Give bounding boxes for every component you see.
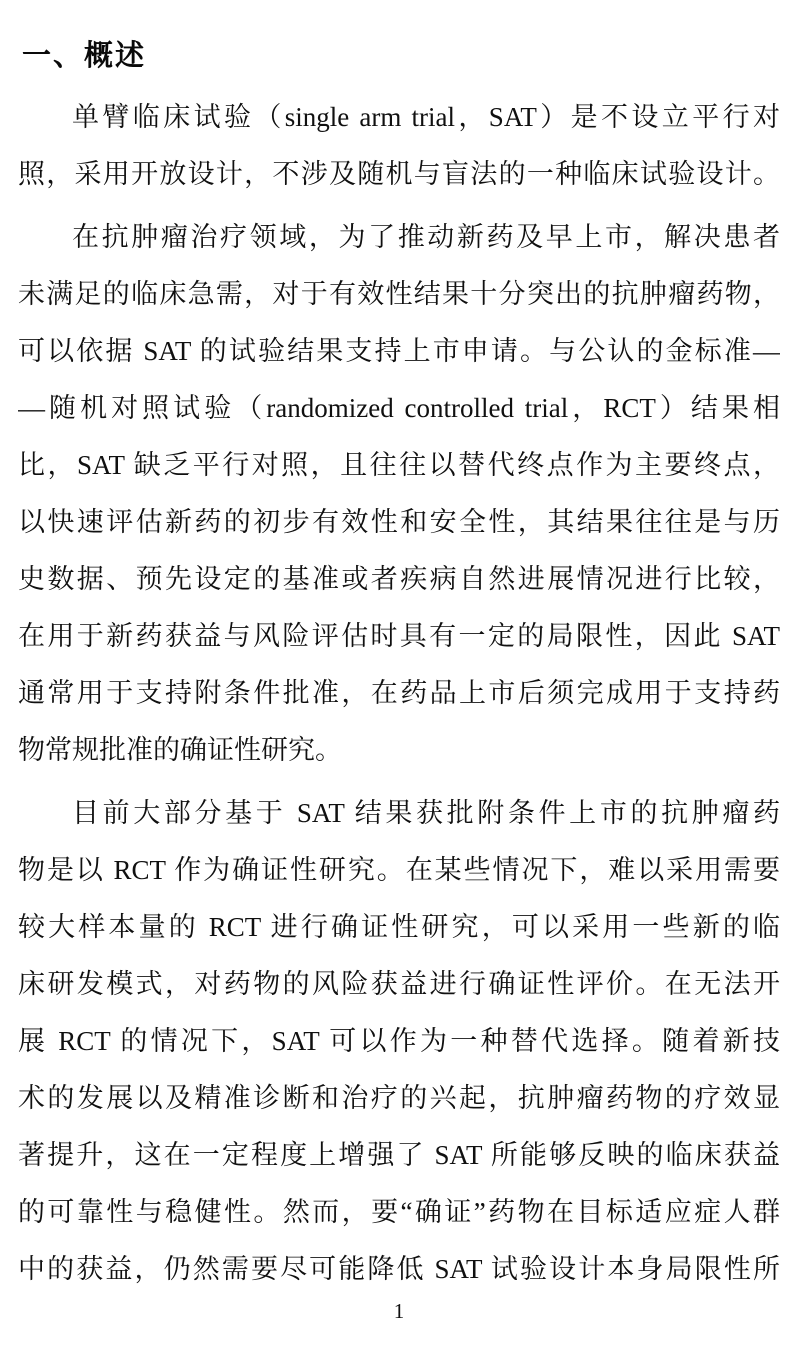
- text-line: 目前大部分基于 SAT 结果获批附条件上市的抗肿瘤药: [72, 798, 780, 828]
- text-line: 物常规批准的确证性研究。: [18, 735, 342, 765]
- text-line: 术的发展以及精准诊断和治疗的兴起，抗肿瘤药物的疗效显: [18, 1083, 780, 1113]
- text-line: 中的获益，仍然需要尽可能降低 SAT 试验设计本身局限性所: [18, 1254, 780, 1284]
- text-line: 物是以 RCT 作为确证性研究。在某些情况下，难以采用需要: [18, 855, 780, 885]
- section-heading: 一、概述: [22, 40, 147, 72]
- text-line: 史数据、预先设定的基准或者疾病自然进展情况进行比较，: [18, 564, 780, 594]
- text-line: 照，采用开放设计，不涉及随机与盲法的一种临床试验设计。: [18, 159, 780, 189]
- text-line: 比，SAT 缺乏平行对照，且往往以替代终点作为主要终点，: [18, 450, 780, 480]
- text-line: 在抗肿瘤治疗领域，为了推动新药及早上市，解决患者: [72, 222, 780, 252]
- text-line: 通常用于支持附条件批准，在药品上市后须完成用于支持药: [18, 678, 780, 708]
- paragraph-3: [18, 785, 780, 1298]
- text-line: —随机对照试验（randomized controlled trial，RCT）结果相: [18, 393, 780, 423]
- text-line: 在用于新药获益与风险评估时具有一定的局限性，因此 SAT: [18, 621, 780, 651]
- text-line: 展 RCT 的情况下，SAT 可以作为一种替代选择。随着新技: [18, 1026, 780, 1056]
- text-line: 未满足的临床急需，对于有效性结果十分突出的抗肿瘤药物，: [18, 279, 780, 309]
- text-line: 以快速评估新药的初步有效性和安全性，其结果往往是与历: [18, 507, 780, 537]
- text-line: 床研发模式，对药物的风险获益进行确证性评价。在无法开: [18, 969, 780, 999]
- text-line: 单臂临床试验（single arm trial，SAT）是不设立平行对: [72, 102, 780, 132]
- text-line: 的可靠性与稳健性。然而，要“确证”药物在目标适应症人群: [18, 1197, 780, 1227]
- text-line: 较大样本量的 RCT 进行确证性研究，可以采用一些新的临: [18, 912, 780, 942]
- text-line: 著提升，这在一定程度上增强了 SAT 所能够反映的临床获益: [18, 1140, 780, 1170]
- page-footer: [18, 1298, 780, 1324]
- paragraph-1: [18, 89, 780, 203]
- paragraph-2: [18, 209, 780, 779]
- page-number: 1: [393, 1299, 405, 1323]
- text-line: 可以依据 SAT 的试验结果支持上市申请。与公认的金标准—: [18, 336, 780, 366]
